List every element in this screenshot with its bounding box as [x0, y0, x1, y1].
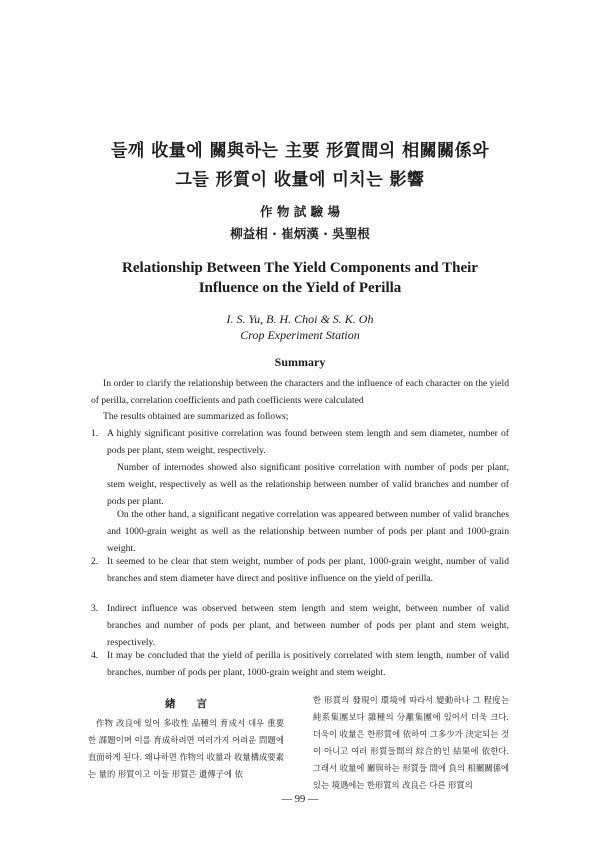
- summary-results-line: The results obtained are summarized as follows;: [103, 411, 289, 422]
- item-3-number: 3.: [91, 603, 99, 614]
- item-4-paragraph: It may be concluded that the yield of perilla is positively correlated with stem length, number of valid branches, number of pods per plant, 1000-grain weight and stem weight.: [107, 650, 509, 678]
- english-authors: I. S. Yu, B. H. Choi & S. K. Oh: [226, 312, 374, 326]
- english-title-line1: Relationship Between The Yield Components and Their: [122, 260, 478, 276]
- intro-heading: 緖 言: [165, 698, 207, 710]
- item-3-paragraph: Indirect influence was observed between stem length and stem weight, between number of valid branches and number of pods per plant, and between number of pods per plant and stem weight, respectively.: [107, 603, 509, 648]
- authors-korean: 柳益相 · 崔炳漢 · 吳聖根: [230, 226, 370, 241]
- item-4-number: 4.: [91, 650, 99, 661]
- korean-title-line1: 들깨 收量에 關與하는 主要 形質間의 相關關係와: [110, 141, 490, 161]
- item-1-paragraph-1: A highly significant positive correlation was found between stem length and sem diameter, number of pods per plant, stem weight, respectively.: [107, 428, 509, 456]
- page-number: — 99 —: [281, 794, 319, 805]
- intro-left-column: 作物 改良에 있어 多收性 品種의 育成서 대우 重要한 課題이며 이를 育成하려면 여러가지 어려운 問題에 直面하게 된다. 왜냐하면 作物의 收量과 收量構成要素는 量的 形質이고 이들 形質은 遺傳子에 依: [88, 718, 284, 779]
- summary-heading: Summary: [274, 355, 326, 369]
- item-2-paragraph: It seemed to be clear that stem weight, number of pods per plant, 1000-grain weight, number of valid branches and stem diameter have direct and positive influence on the yield of perilla.: [107, 556, 509, 584]
- institution-korean: 作 物 試 驗 場: [260, 204, 340, 219]
- item-1-paragraph-3: On the other hand, a significant negative correlation was appeared between number of valid branches and 1000-grain weight as well as the relationship between number of pods per plant and 1000-grain weight.: [107, 509, 509, 554]
- item-1-paragraph-2: Number of internodes showed also significant positive correlation with number of pods per plant, stem weight, respectively as well as the relationship between number of valid branches and number of pods per plant.: [107, 462, 509, 507]
- item-1-number: 1.: [91, 428, 99, 439]
- summary-intro: In order to clarify the relationship between the characters and the influence of each character on the yield of perilla, correlation coefficients and path coefficients were calculated: [91, 378, 509, 406]
- english-institution: Crop Experiment Station: [240, 328, 360, 342]
- korean-title-line2: 그들 形質이 收量에 미치는 影響: [175, 170, 425, 190]
- item-2-number: 2.: [91, 556, 99, 567]
- intro-right-column: 한 形質의 發現이 環境에 따라서 變動하나 그 程度는 純系集團보다 雜種의 分離集團에 있어서 더욱 크다. 더욱이 收量은 한形質에 依하여 그多少가 決定되는 것이 아니고 여러 形質들間의 綜合的인 結果에 依한다. 그래서 收量에 關與하는 形質들 間에 負의 相關關係에 있는 境遇에는 한形質의 改良은 다른 形質의: [313, 695, 509, 790]
- english-title-line2: Influence on the Yield of Perilla: [198, 280, 402, 296]
